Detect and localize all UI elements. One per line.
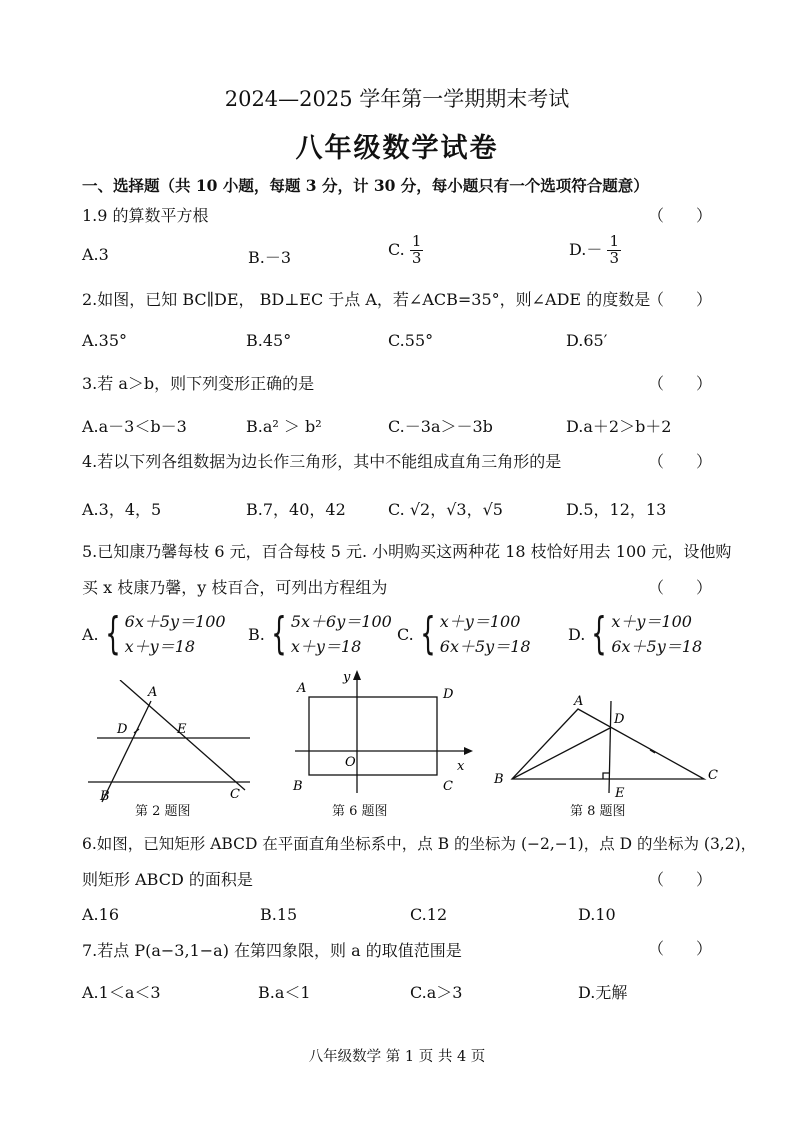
label-b: B (100, 789, 110, 804)
label-c: C (230, 787, 240, 802)
equation-1: x＋y＝100 (439, 612, 521, 631)
q6-option-b: B.15 (260, 905, 298, 924)
page-footer: 八年级数学 第 1 页 共 4 页 (308, 1049, 486, 1065)
q3-option-d: D.a＋2＞b＋2 (566, 417, 672, 436)
rectangle-abcd (309, 697, 437, 775)
fraction-numerator: 1 (411, 232, 422, 250)
q7-option-d: D.无解 (578, 983, 628, 1002)
q2-option-d: D.65′ (566, 331, 608, 350)
brace-symbol: { (591, 608, 608, 659)
equation-2: 6x＋5y＝18 (439, 637, 531, 656)
q5-option-c (397, 609, 531, 659)
label-a: A (297, 681, 307, 696)
figure-2-caption: 第 2 题图 (135, 804, 191, 819)
question-5-line-2: 买 x 枝康乃馨，y 枝百合，可列出方程组为 (82, 578, 388, 597)
fraction-numerator: 1 (609, 232, 619, 250)
q2-option-c: C.55° (388, 331, 434, 350)
q2-option-a: A.35° (82, 331, 127, 350)
q1-option-a: A.3 (82, 245, 109, 264)
q1-option-d-fraction (607, 234, 621, 267)
line-bd (512, 728, 610, 779)
figure-2-diagram (80, 680, 260, 805)
equation-1: x＋y＝100 (611, 612, 692, 631)
y-axis-arrow (353, 670, 361, 680)
q5-option-c-label: C. (397, 624, 414, 644)
q5-option-d-label: D. (568, 624, 586, 644)
equation-2: 6x＋5y＝18 (611, 637, 703, 656)
q1-option-b: B.－3 (248, 248, 292, 267)
label-e: E (615, 786, 625, 801)
label-b: B (293, 779, 303, 794)
question-7: 7.若点 P(a−3,1−a) 在第四象限，则 a 的取值范围是 (82, 941, 462, 960)
answer-bracket-3: （ ） (648, 374, 713, 393)
label-o: O (345, 755, 356, 770)
label-b: B (494, 772, 504, 787)
q6-option-d: D.10 (578, 905, 616, 924)
question-2: 2.如图，已知 BC∥DE， BD⊥EC 于点 A，若∠ACB=35°，则∠ADE 的度数是 (82, 290, 651, 309)
triangle-abc (512, 709, 704, 779)
answer-bracket-5: （ ） (648, 578, 713, 597)
q4-option-a: A.3，4，5 (82, 500, 162, 519)
q1-option-c-fraction (410, 234, 424, 267)
answer-bracket-6: （ ） (648, 870, 713, 889)
question-6-line-2: 则矩形 ABCD 的面积是 (82, 870, 253, 889)
q6-option-c: C.12 (410, 905, 448, 924)
q7-option-b: B.a＜1 (258, 983, 311, 1002)
question-1: 1.9 的算数平方根 (82, 206, 209, 225)
q7-option-a: A.1＜a＜3 (82, 983, 161, 1002)
answer-bracket-2: （ ） (648, 290, 713, 309)
exam-title: 2024—2025 学年第一学期期末考试 (224, 87, 570, 111)
q5-option-d (568, 609, 702, 659)
label-d: D (614, 712, 625, 727)
q5-option-a-label: A. (82, 624, 99, 644)
label-e: E (177, 722, 187, 737)
q3-option-a: A.a－3＜b－3 (82, 417, 187, 436)
answer-bracket-4: （ ） (648, 452, 713, 471)
q6-option-a: A.16 (82, 905, 119, 924)
q4-option-d: D.5，12，13 (566, 500, 667, 519)
label-y: y (343, 670, 351, 685)
answer-bracket-7: （ ） (648, 939, 713, 958)
line-ab (102, 701, 151, 802)
equation-1: 6x＋5y＝100 (124, 612, 226, 631)
label-x: x (457, 759, 465, 774)
brace-symbol: { (271, 608, 287, 659)
label-d: D (443, 687, 454, 702)
q4-option-b: B.7，40，42 (246, 500, 346, 519)
right-angle-mark (603, 773, 609, 779)
paper-title: 八年级数学试卷 (295, 133, 499, 164)
label-a: A (574, 694, 584, 709)
figure-8-caption: 第 8 题图 (570, 804, 626, 819)
q1-option-c-label: C. (388, 239, 405, 259)
q5-option-a (82, 609, 226, 659)
q1-option-d-label: D.－ (569, 239, 603, 259)
label-c: C (708, 768, 718, 783)
figure-6-diagram (285, 668, 480, 798)
label-d: D (117, 722, 128, 737)
equation-2: x＋y＝18 (290, 637, 362, 656)
section-heading: 一、选择题（共 10 小题，每题 3 分，计 30 分，每小题只有一个选项符合题意） (82, 176, 649, 195)
q1-option-c (388, 234, 423, 267)
brace-symbol: { (104, 608, 121, 659)
figure-8-diagram (490, 693, 730, 803)
q5-option-b-label: B. (248, 624, 265, 644)
equation-2: x＋y＝18 (124, 637, 196, 656)
question-4: 4.若以下列各组数据为边长作三角形，其中不能组成直角三角形的是 (82, 452, 562, 471)
q4-option-c: C. √2，√3，√5 (388, 500, 503, 519)
q2-option-b: B.45° (246, 331, 292, 350)
label-a: A (148, 685, 158, 700)
q3-option-c: C.－3a＞－3b (388, 417, 493, 436)
question-6-line-1: 6.如图，已知矩形 ABCD 在平面直角坐标系中，点 B 的坐标为 (−2,−1)，点 D 的坐标为 (3,2)， (82, 835, 757, 853)
question-5-line-1: 5.已知康乃馨每枝 6 元，百合每枝 5 元. 小明购买这两种花 18 枝恰好用去 100 元，设他购 (82, 542, 732, 561)
label-c: C (443, 779, 453, 794)
equation-1: 5x＋6y＝100 (290, 612, 392, 631)
q3-option-b: B.a² ＞ b² (246, 417, 322, 436)
figure-6-caption: 第 6 题图 (332, 804, 388, 819)
q5-option-b (248, 609, 392, 659)
fraction-denominator: 3 (609, 248, 619, 267)
answer-bracket-1: （ ） (648, 206, 713, 225)
question-3: 3.若 a＞b，则下列变形正确的是 (82, 374, 315, 393)
brace-symbol: { (420, 608, 436, 659)
q1-option-d (569, 234, 621, 267)
fraction-denominator: 3 (411, 248, 422, 267)
x-axis-arrow (464, 747, 473, 755)
q7-option-c: C.a＞3 (410, 983, 463, 1002)
